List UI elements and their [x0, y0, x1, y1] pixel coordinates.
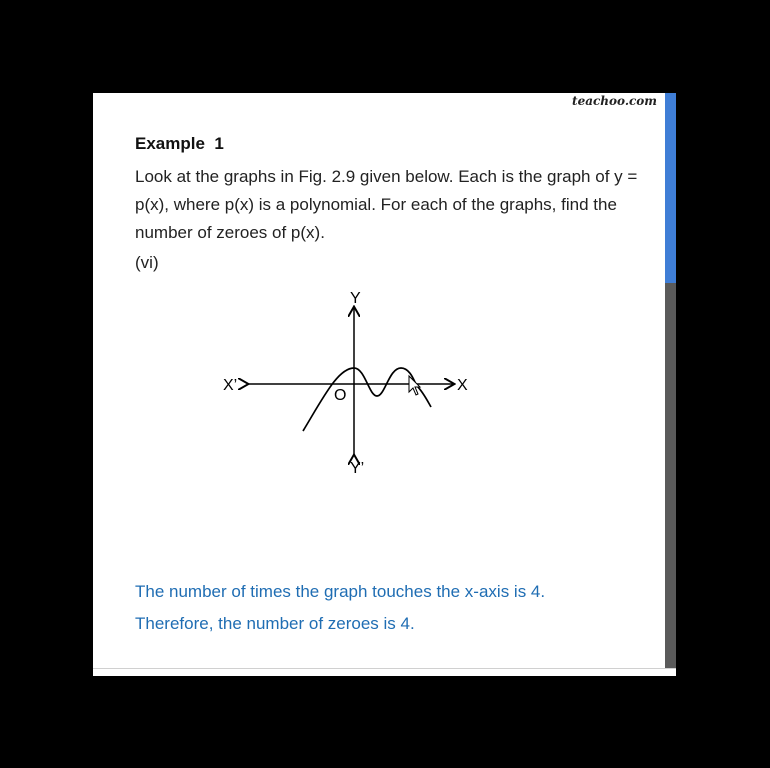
- label-x-neg: X’: [223, 377, 238, 394]
- scroll-thumb[interactable]: [665, 93, 676, 283]
- bottom-edge: [93, 668, 676, 676]
- curve: [303, 368, 431, 431]
- polynomial-graph: [213, 288, 483, 483]
- example-title: Example 1: [135, 134, 224, 153]
- label-x: X: [457, 377, 468, 394]
- part-label: (vi): [135, 253, 159, 272]
- label-y: Y: [350, 290, 361, 307]
- label-y-neg: Y’: [350, 460, 365, 477]
- question-text: Look at the graphs in Fig. 2.9 given below. Each is the graph of y = p(x), where p(x) is a polynomial. For each of the graphs, find the number of zeroes of p(x).: [135, 167, 638, 242]
- answer-line-2: Therefore, the number of zeroes is 4.: [135, 614, 415, 633]
- vertical-scrollbar[interactable]: [665, 93, 676, 668]
- label-origin: O: [334, 387, 347, 404]
- cursor-icon: [409, 376, 420, 395]
- answer-line-1: The number of times the graph touches the x-axis is 4.: [135, 582, 546, 601]
- slide-page: [93, 93, 665, 668]
- brand-logo: teachoo.com: [572, 94, 657, 108]
